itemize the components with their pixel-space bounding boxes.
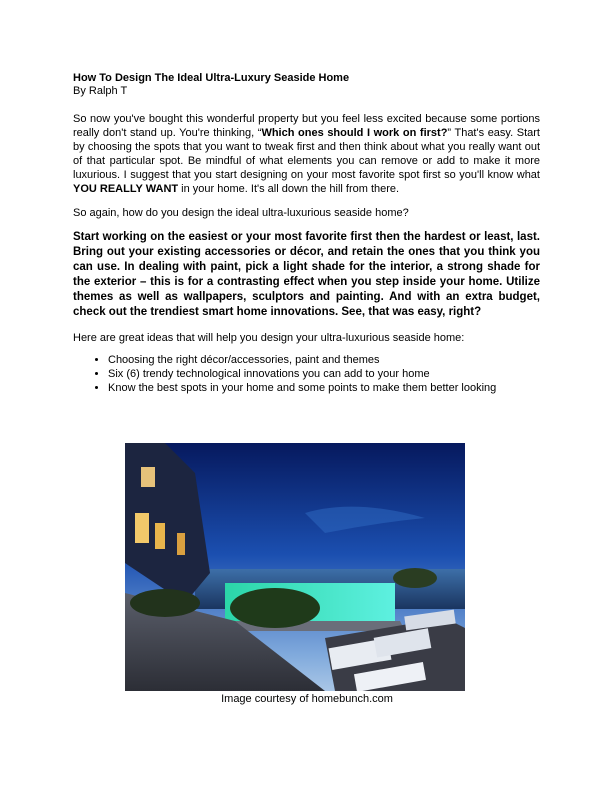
list-item: • Choosing the right décor/accessories, paint and themes [108,353,540,367]
lantern-light [141,467,155,487]
paragraph-intro-part1: So now you've bought this wonderful property but you feel less excited because some portions really don't stand up. You're thinking, “ [73,113,540,139]
seaside-home-photo [125,443,465,691]
paragraph-question: So again, how do you design the ideal ultra-luxurious seaside home? [73,207,409,219]
paragraph-intro [73,112,540,196]
window-light [155,523,165,549]
document-page [73,72,540,395]
article-title: How To Design The Ideal Ultra-Luxury Seaside Home [73,72,350,84]
hedge [130,589,200,617]
window-light [177,533,185,555]
paragraph-ideas-intro: Here are great ideas that will help you design your ultra-luxurious seaside home: [73,332,465,344]
bold-emphasis: YOU REALLY WANT [73,183,179,195]
article-byline: By Ralph T [73,85,128,97]
list-item: • Six (6) trendy technological innovations you can add to your home [108,367,540,381]
bold-question: Which ones should I work on first? [261,127,448,139]
tree [393,568,437,588]
paragraph-intro-part3: in your home. It's all down the hill from there. [178,183,400,195]
ideas-list [73,353,540,395]
list-item: • Know the best spots in your home and some points to make them better looking [108,381,540,395]
window-light [135,513,149,543]
image-caption: Image courtesy of homebunch.com [221,693,393,705]
paragraph-intro-part2: ” That's easy. Start by choosing the spots that you want to tweak first and then think about what you really want out of that particular spot. Be mindful of what elements you can remove or add to make it more luxurious. I suggest that you start designing on your most favorite spot first so you'll know what [73,127,540,181]
hedge [230,588,320,628]
paragraph-bold-advice: Start working on the easiest or your most favorite first then the hardest or least, last. Bring out your existing accessories or décor, and retain the ones that you think you can use. In dealing with paint, pick a light shade for the interior, a strong shade for the exterior – this is for a contrasting effect when you step inside your home. Utilize themes as well as wallpapers, sculptors and painting. And with an extra budget, check out the trendiest smart home innovations. See, that was easy, right? [73,231,540,318]
